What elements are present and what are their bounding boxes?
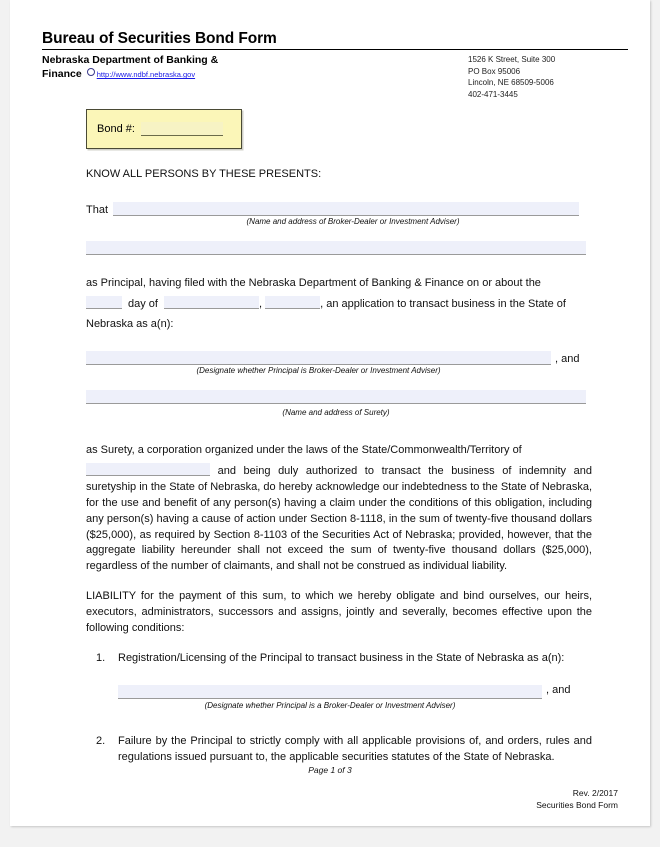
that-label: That <box>86 204 109 216</box>
header-block <box>42 30 628 99</box>
surety-name-address-field[interactable] <box>86 390 586 404</box>
revision-date: Rev. 2/2017 <box>572 788 618 798</box>
date-line-row <box>86 296 592 313</box>
address-po-box: PO Box 95006 <box>468 66 521 76</box>
designate-principal-block <box>86 351 592 375</box>
know-all-persons-heading: KNOW ALL PERSONS BY THESE PRESENTS: <box>86 168 322 180</box>
bond-number-box <box>86 109 242 149</box>
agency-name <box>42 53 342 81</box>
surety-paragraph-intro: as Surety, a corporation organized under the laws of the State/Commonwealth/Territory of <box>86 443 522 456</box>
broker-dealer-address-block <box>86 240 592 258</box>
document-page <box>10 0 650 826</box>
item1-designate-row <box>118 683 592 699</box>
day-field[interactable] <box>86 296 122 309</box>
designate-principal-row <box>86 351 592 365</box>
principal-paragraph: as Principal, having filed with the Nebraska Department of Banking & Finance on or about the <box>86 277 541 289</box>
globe-icon <box>87 68 95 76</box>
list-item-number: 2. <box>96 734 106 747</box>
address-street: 1526 K Street, Suite 300 <box>468 55 556 65</box>
revision-footer <box>536 787 618 812</box>
broker-dealer-name-field[interactable] <box>113 202 579 216</box>
month-field[interactable] <box>164 296 259 309</box>
bond-number-label: Bond #: <box>97 123 135 135</box>
agency-website-url: http://www.ndbf.nebraska.gov <box>96 70 196 80</box>
broker-dealer-address-field[interactable] <box>86 241 586 255</box>
page-title: Bureau of Securities Bond Form <box>42 30 277 47</box>
broker-dealer-name-block <box>86 202 592 226</box>
surety-paragraph-body <box>86 463 592 576</box>
surety-name-caption: (Name and address of Surety) <box>282 407 390 417</box>
surety-paragraph-text: and being duly authorized to transact the business of indemnity and suretyship in the State of Nebraska, do hereby acknowledge our indebtedness to the State of Nebraska, for the use and benefit of any person(s) having a claim under the conditions of this obligation, including any person(s) having a cause of action under Section 8-1118, in the sum of twenty-five thousand dollars ($25,000), as required by Section 8-1103 of the Securities Act of Nebraska; provided, however, that the aggregate liability hereunder shall not exceed the sum of twenty-five thousand dollars ($25,000), regardless of the number of claimants, and shall not be construed as individual liability. <box>86 464 592 573</box>
address-city-state-zip: Lincoln, NE 68509-5006 <box>468 78 554 88</box>
designate-principal-field[interactable] <box>86 351 551 365</box>
surety-name-block <box>86 389 592 417</box>
list-item-text: Failure by the Principal to strictly comply with all applicable provisions of, and orders, rules and regulations issued pursuant to, the applicable securities statutes of the State of Nebraska. <box>118 734 592 763</box>
list-item-text: Registration/Licensing of the Principal to transact business in the State of Nebraska as a(n): <box>118 652 565 665</box>
form-name: Securities Bond Form <box>536 800 618 811</box>
agency-address <box>468 54 628 100</box>
application-tail: , an application to transact business in the State of <box>320 297 566 310</box>
bond-number-input[interactable] <box>141 122 223 136</box>
item1-designate-caption: (Designate whether Principal is a Broker-Dealer or Investment Adviser) <box>204 701 456 710</box>
year-field[interactable] <box>265 296 320 309</box>
item1-designate-block <box>118 683 592 712</box>
liability-paragraph: LIABILITY for the payment of this sum, to which we hereby obligate and bind ourselves, our heirs, executors, administrators, successors and assigns, jointly and severally, becomes effective upon the following conditions: <box>86 590 592 635</box>
page-number-footer: Page 1 of 3 <box>308 765 352 775</box>
surety-state-field[interactable] <box>86 463 210 476</box>
list-item <box>86 734 592 766</box>
broker-dealer-caption: (Name and address of Broker-Dealer or Investment Adviser) <box>246 217 460 226</box>
day-of-label: day of <box>128 297 158 310</box>
agency-line-1: Nebraska Department of Banking & <box>42 54 219 67</box>
agency-website-link[interactable] <box>87 69 195 80</box>
that-field-row <box>86 202 592 216</box>
nebraska-as-label: Nebraska as a(n): <box>86 317 174 330</box>
agency-header-row <box>42 53 628 99</box>
conditions-list <box>86 651 592 765</box>
designate-principal-tail: , and <box>555 352 580 365</box>
agency-line-2: Finance <box>42 68 82 81</box>
title-divider <box>42 49 628 50</box>
agency-line-2-row <box>42 67 342 81</box>
date-comma: , <box>258 297 263 310</box>
document-body <box>86 168 592 779</box>
list-item <box>86 651 592 711</box>
item1-designate-tail: , and <box>546 684 571 697</box>
designate-principal-caption: (Designate whether Principal is Broker-Dealer or Investment Adviser) <box>196 365 441 375</box>
address-phone: 402-471-3445 <box>468 89 518 99</box>
list-item-number: 1. <box>96 652 106 665</box>
item1-designate-field[interactable] <box>118 685 542 699</box>
